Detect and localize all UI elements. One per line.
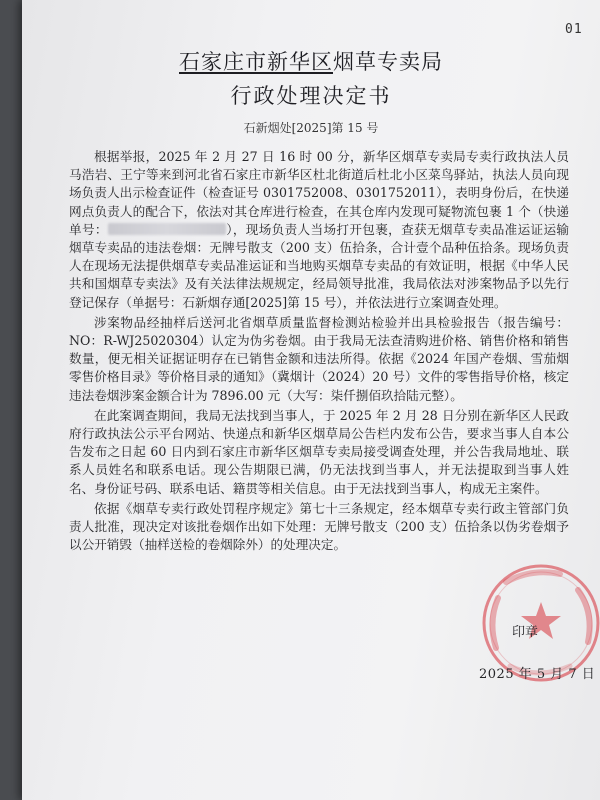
seal-label: 印章 [512,625,539,640]
paragraph-1-text-b: ），现场负责人当场打开包裹，查获无烟草专卖品准运证运输烟草专卖品的违法卷烟：无牌号散支（200 支）伍拾条，合计壹个品种伍拾条。现场负责人在现场无法提供烟草专卖品准运证和当地购买烟草专卖品的有效证明，根据《中华人民共和国烟草专卖法》及有关法律法规规定，经局领导批准，我局依法对涉案物品予以先行登记保存（单据号：石新烟存通[2025]第 15 号），并依法进行立案调查处理。 [69,221,570,310]
paragraph-4: 依据《烟草专卖行政处罚程序规定》第七十三条规定，经本烟草专卖行政主管部门负责人批准，现决定对该批卷烟作出如下处理：无牌号散支（200 支）伍拾条以伪劣卷烟予以公开销毁（抽样送检的卷烟除外）的处理决定。 [69,500,569,553]
paragraph-1 [69,148,569,312]
issuer-district: 石家庄市新华区 [179,50,333,74]
decision-date: 2025 年 5 月 7 日 [479,667,596,682]
document-body [69,148,569,554]
redacted-tracking-number [108,223,226,235]
paragraph-1-text-a: 根据举报，2025 年 2 月 27 日 16 时 00 分，新华区烟草专卖局专卖行政执法人员马浩岩、王宁等来到河北省石家庄市新华区杜北街道后杜北小区菜鸟驿站，执法人员向现场负责人出示检查证件（检查证号 0301752008、0301752011），表明身份后，在快递网点负责人的配合下，依法对其仓库进行检查，在其仓库内发现可疑物流包裹 1 个（快递单号： [69,149,569,237]
paragraph-2: 涉案物品经抽样后送河北省烟草质量监督检测站检验并出具检验报告（报告编号：NO：R-WJ25020304）认定为伪劣卷烟。由于我局无法查清购进价格、销售价格和销售数量，便无相关证据证明存在已销售金额和违法所得。依据《2024 年国产卷烟、雪茄烟零售价格目录》等价格目录的通知》（冀烟计（2024）20 号）文件的零售指导价格，核定违法卷烟涉案金额合计为 7896.00 元（大写：柒仟捌佰玖拾陆元整）。 [69,314,569,403]
document-page [22,0,600,800]
document-title-line1 [22,46,600,76]
document-number: 石新烟处[2025]第 15 号 [243,121,379,135]
page-number: 01 [565,22,583,37]
issuer-bureau: 烟草专卖局 [333,50,443,74]
document-title-line2: 行政处理决定书 [230,84,392,108]
paragraph-3: 在此案调查期间，我局无法找到当事人，于 2025 年 2 月 28 日分别在新华区人民政府行政执法公示平台网站、快递点和新华区烟草局公告栏内发布公告，要求当事人自本公告发布之日起 60 日内到石家庄市新华区烟草专卖局接受调查处理，并公告我局地址、联系人员姓名和联系电话。现公告期限已满，仍无法找到当事人，并无法提取到当事人姓名、身份证号码、联系电话、籍贯等相关信息。由于无法找到当事人，构成无主案件。 [69,407,569,496]
